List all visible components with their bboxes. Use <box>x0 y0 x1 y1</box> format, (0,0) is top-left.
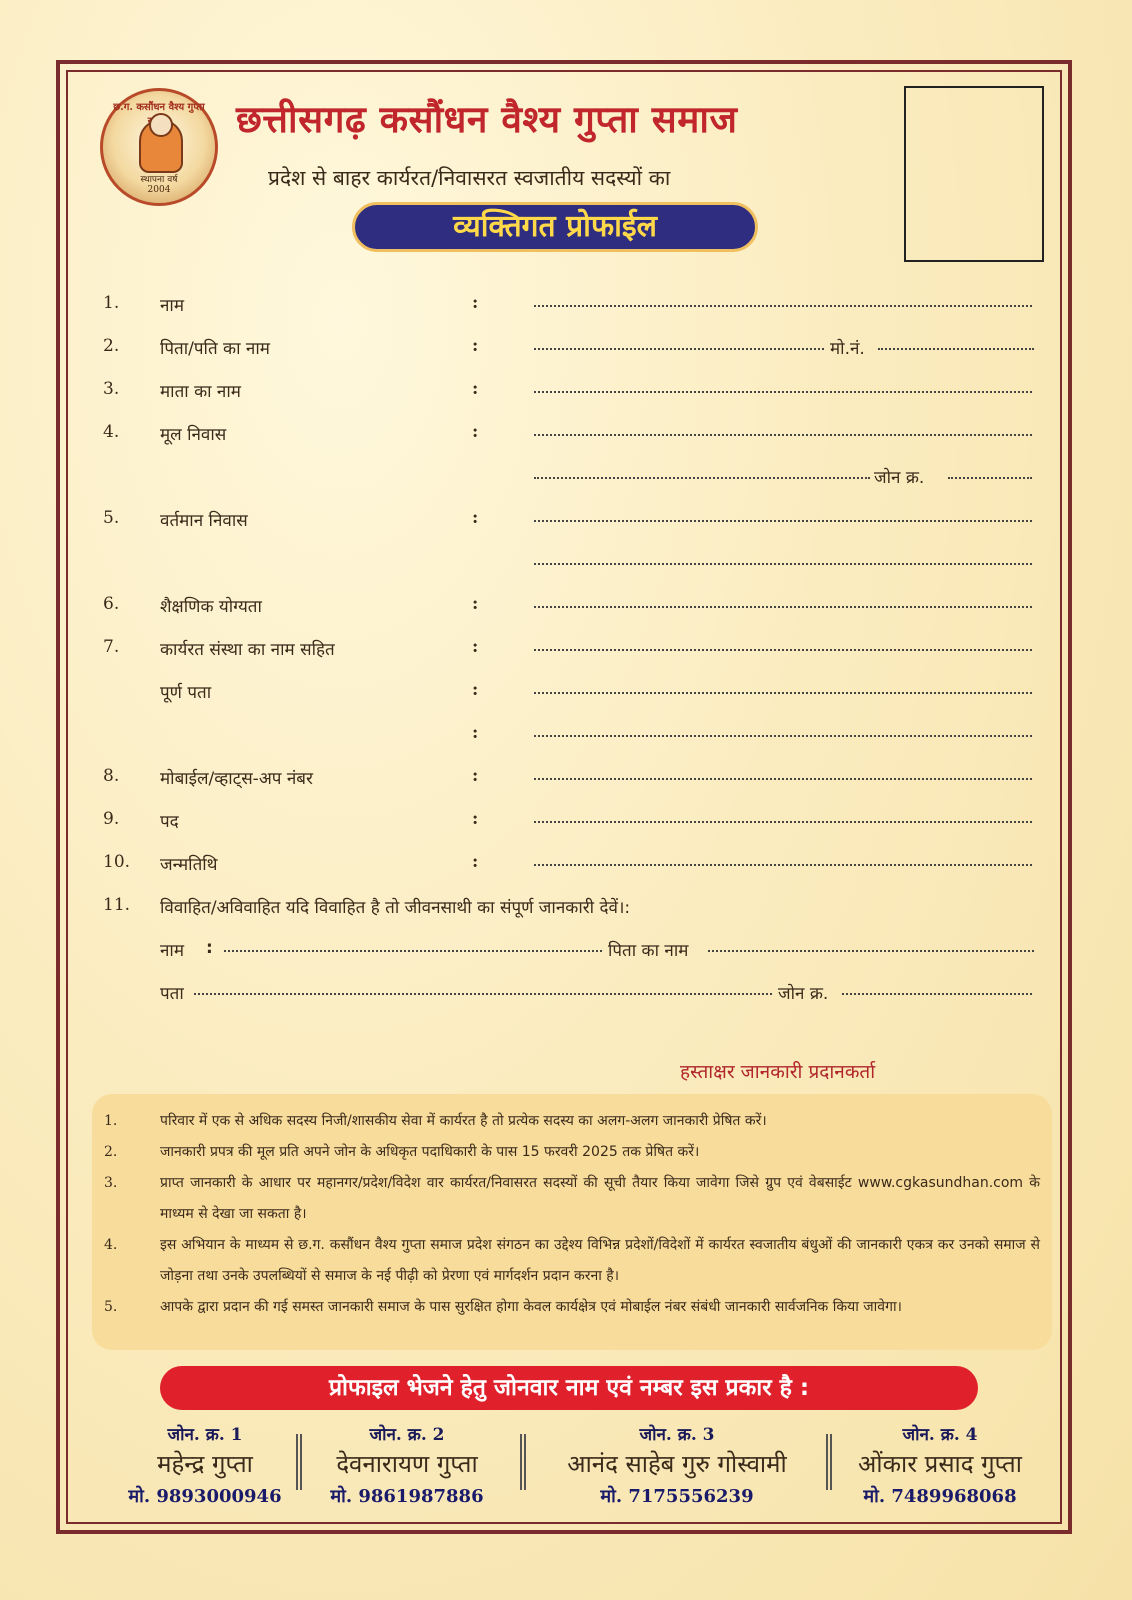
note-number: 1. <box>104 1113 118 1129</box>
field-colon: : <box>472 723 479 743</box>
zone-number: जोन. क्र. 3 <box>639 1425 715 1445</box>
zone-contact-phone[interactable]: मो. 7175556239 <box>600 1486 754 1507</box>
note-text: आपके द्वारा प्रदान की गई समस्त जानकारी समाज के पास सुरक्षित होगा केवल कार्यक्षेत्र एवं मोबाईल नंबर संबंधी जानकारी सार्वजनिक किया जावेगा। <box>160 1299 902 1315</box>
field-colon: : <box>472 379 479 399</box>
field-colon: : <box>472 637 479 657</box>
logo-caption-line1: स्थापना वर्ष <box>140 175 178 185</box>
zone-contact-4 <box>840 1422 1040 1508</box>
note-number: 2. <box>104 1144 118 1160</box>
field-number: 1. <box>103 293 120 313</box>
zone-contact-name: महेन्द्र गुप्ता <box>157 1450 253 1478</box>
zone-divider <box>826 1434 832 1490</box>
spouse-father-input[interactable] <box>708 950 1034 952</box>
current-address-input[interactable] <box>534 520 1032 522</box>
society-logo <box>100 88 218 206</box>
mobile-input[interactable] <box>534 778 1032 780</box>
mother-name-input[interactable] <box>534 391 1032 393</box>
spouse-address-label: पता <box>160 984 184 1004</box>
page-title: छत्तीसगढ़ कसौंधन वैश्य गुप्ता समाज <box>236 98 738 141</box>
zone-contact-1 <box>120 1422 290 1508</box>
zone-number: जोन. क्र. 4 <box>902 1425 978 1445</box>
logo-caption <box>103 175 215 195</box>
field-label: पूर्ण पता <box>160 683 212 703</box>
signature-label: हस्ताक्षर जानकारी प्रदानकर्ता <box>680 1061 876 1083</box>
form-row-marital <box>0 895 1132 925</box>
zone-contacts-banner: प्रोफाइल भेजने हेतु जोनवार नाम एवं नम्बर इस प्रकार है : <box>160 1366 978 1410</box>
field-label: शैक्षणिक योग्यता <box>160 597 262 617</box>
native-place-line2-input[interactable] <box>534 477 870 479</box>
note-text: इस अभियान के माध्यम से छ.ग. कसौंधन वैश्य गुप्ता समाज प्रदेश संगठन का उद्देश्य विभिन्न प्रदेशों/विदेशों में कार्यरत स्वजातीय बंधुओं की जानकारी एकत्र कर उनको समाज से जोड़ना तथा उनके उपलब्धियों से समाज के नई पीढ़ी को प्रेरणा एवं मार्गदर्शन प्रदान करना है। <box>160 1237 1040 1284</box>
spouse-address-input[interactable] <box>194 993 772 995</box>
zone-contact-3 <box>536 1422 818 1508</box>
zone-contact-name: आनंद साहेब गुरु गोस्वामी <box>567 1450 787 1478</box>
form-row-mother <box>0 379 1132 409</box>
field-number: 11. <box>103 895 131 915</box>
form-row-dob <box>0 852 1132 882</box>
form-title-badge: व्यक्तिगत प्रोफाईल <box>352 202 758 252</box>
form-row-spouse-address <box>0 981 1132 1011</box>
spouse-name-input[interactable] <box>224 950 602 952</box>
note-number: 4. <box>104 1237 118 1253</box>
form-row-current <box>0 508 1132 538</box>
field-number: 2. <box>103 336 120 356</box>
organization-input[interactable] <box>534 649 1032 651</box>
field-number: 10. <box>103 852 131 872</box>
full-address-line2-input[interactable] <box>534 735 1032 737</box>
father-name-input[interactable] <box>534 348 824 350</box>
form-row-mobile <box>0 766 1132 796</box>
field-number: 9. <box>103 809 120 829</box>
zone-number: जोन. क्र. 1 <box>167 1425 243 1445</box>
mobile-label: मो.नं. <box>830 339 865 359</box>
note-number: 5. <box>104 1299 118 1315</box>
field-colon: : <box>472 680 479 700</box>
logo-caption-line2: 2004 <box>147 185 171 195</box>
zone-contact-name: देवनारायण गुप्ता <box>336 1450 478 1478</box>
field-label: विवाहित/अविवाहित यदि विवाहित है तो जीवनसाथी का संपूर्ण जानकारी देवें।: <box>160 898 631 918</box>
form-row-native-zone <box>0 465 1132 495</box>
form-row-education <box>0 594 1132 624</box>
field-label: कार्यरत संस्था का नाम सहित <box>160 640 335 660</box>
field-label: पिता/पति का नाम <box>160 339 270 359</box>
zone-contact-name: ओंकार प्रसाद गुप्ता <box>858 1450 1022 1478</box>
sage-head-icon <box>149 113 173 137</box>
zone-label: जोन क्र. <box>874 468 925 488</box>
full-address-input[interactable] <box>534 692 1032 694</box>
field-label: माता का नाम <box>160 382 241 402</box>
photo-box[interactable] <box>904 86 1044 262</box>
field-colon: : <box>472 766 479 786</box>
zone-contact-phone[interactable]: मो. 9861987886 <box>330 1486 484 1507</box>
field-colon: : <box>472 293 479 313</box>
dob-input[interactable] <box>534 864 1032 866</box>
page-subtitle: प्रदेश से बाहर कार्यरत/निवासरत स्वजातीय सदस्यों का <box>268 166 671 190</box>
field-label: जन्मतिथि <box>160 855 218 875</box>
note-number: 3. <box>104 1175 118 1191</box>
field-label: वर्तमान निवास <box>160 511 248 531</box>
spouse-zone-input[interactable] <box>842 993 1032 995</box>
field-colon: : <box>472 508 479 528</box>
field-number: 7. <box>103 637 120 657</box>
spouse-father-label: पिता का नाम <box>608 941 689 961</box>
field-colon: : <box>472 336 479 356</box>
note-text: परिवार में एक से अधिक सदस्य निजी/शासकीय सेवा में कार्यरत है तो प्रत्येक सदस्य का अलग-अलग जानकारी प्रेषित करें। <box>160 1113 767 1129</box>
field-colon: : <box>206 938 213 958</box>
zone-contact-phone[interactable]: मो. 9893000946 <box>128 1486 282 1507</box>
field-label: मूल निवास <box>160 425 227 445</box>
current-address-line2-input[interactable] <box>534 563 1032 565</box>
field-colon: : <box>472 852 479 872</box>
field-label: मोबाईल/व्हाट्स-अप नंबर <box>160 769 313 789</box>
form-row-father <box>0 336 1132 366</box>
father-mobile-input[interactable] <box>878 348 1034 350</box>
spouse-zone-label: जोन क्र. <box>778 984 829 1004</box>
field-number: 6. <box>103 594 120 614</box>
field-number: 4. <box>103 422 120 442</box>
form-row-native <box>0 422 1132 452</box>
form-row-current-line2 <box>0 551 1132 581</box>
field-label: पद <box>160 812 179 832</box>
form-row-organization <box>0 637 1132 667</box>
spouse-name-label: नाम <box>160 941 185 961</box>
zone-divider <box>520 1434 526 1490</box>
field-colon: : <box>472 809 479 829</box>
form-row-spouse-name <box>0 938 1132 968</box>
field-number: 5. <box>103 508 120 528</box>
education-input[interactable] <box>534 606 1032 608</box>
post-input[interactable] <box>534 821 1032 823</box>
form-row-full-address <box>0 680 1132 710</box>
zone-contact-phone[interactable]: मो. 7489968068 <box>863 1486 1017 1507</box>
field-label: नाम <box>160 296 185 316</box>
logo-text: छ.ग. कसौंधन वैश्य गुप्ता <box>113 102 205 113</box>
note-text: प्राप्त जानकारी के आधार पर महानगर/प्रदेश/विदेश वार कार्यरत/निवासरत सदस्यों की सूची तैयार किया जावेगा जिसे ग्रुप एवं वेबसाईट www.cgkasundhan.com के माध्यम से देखा जा सकता है। <box>160 1175 1040 1222</box>
form-row-full-address-line2 <box>0 723 1132 753</box>
field-number: 8. <box>103 766 120 786</box>
field-number: 3. <box>103 379 120 399</box>
form-row-post <box>0 809 1132 839</box>
field-colon: : <box>472 594 479 614</box>
field-colon: : <box>472 422 479 442</box>
native-place-input[interactable] <box>534 434 1032 436</box>
name-input[interactable] <box>534 305 1032 307</box>
zone-divider <box>296 1434 302 1490</box>
note-text: जानकारी प्रपत्र की मूल प्रति अपने जोन के अधिकृत पदाधिकारी के पास 15 फरवरी 2025 तक प्रेषित करें। <box>160 1144 700 1160</box>
native-zone-input[interactable] <box>948 477 1032 479</box>
zone-number: जोन. क्र. 2 <box>369 1425 445 1445</box>
zone-contact-2 <box>312 1422 502 1508</box>
form-row-name <box>0 293 1132 323</box>
